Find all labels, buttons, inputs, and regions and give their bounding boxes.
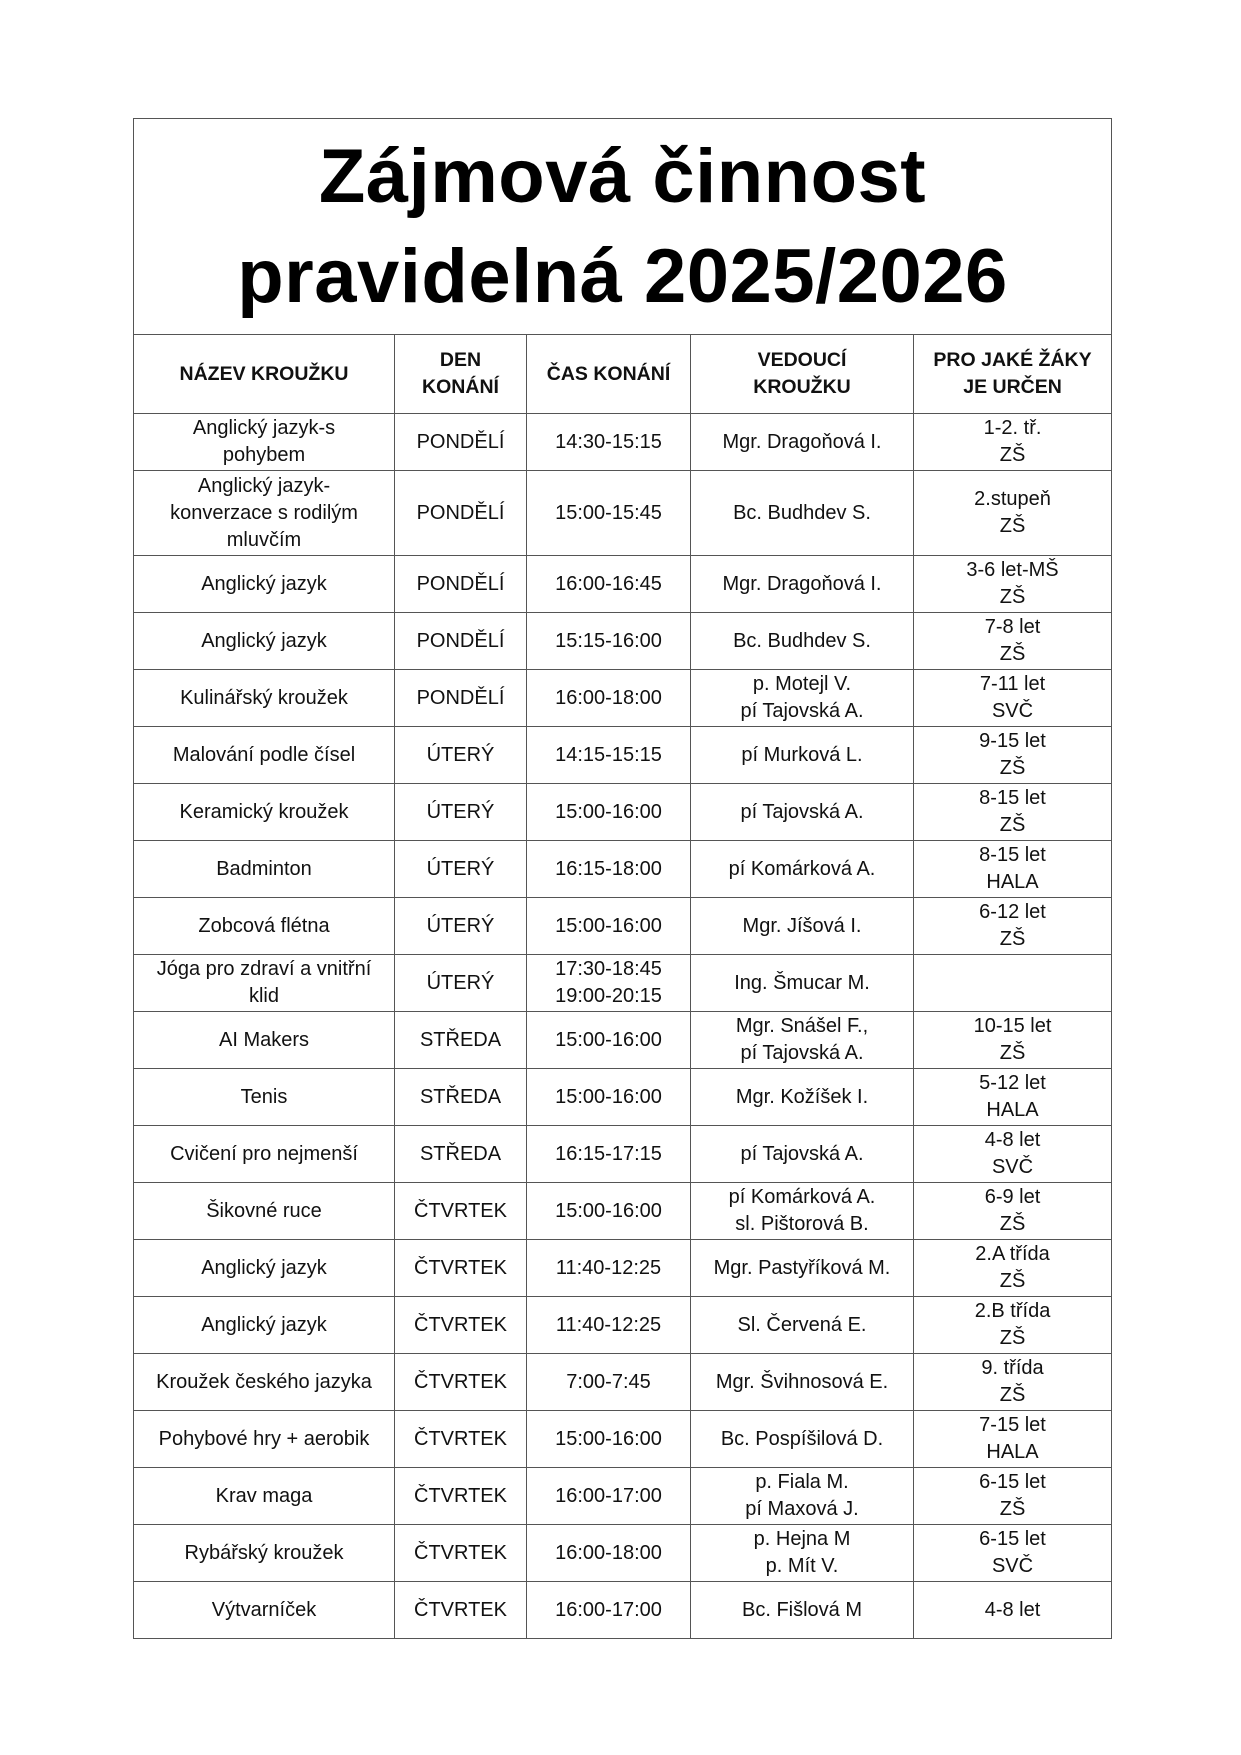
title-line-2: pravidelná 2025/2026	[237, 233, 1008, 319]
cell-target	[914, 1012, 1112, 1069]
cell-time-line: 17:30-18:45	[555, 958, 662, 980]
cell-day	[395, 1468, 527, 1525]
cell-target	[914, 1069, 1112, 1126]
cell-time	[527, 1525, 691, 1582]
cell-name	[134, 1297, 395, 1354]
cell-day-line: PONDĚLÍ	[416, 629, 505, 652]
cell-time	[527, 727, 691, 784]
cell-time	[527, 670, 691, 727]
cell-target-line: ZŠ	[999, 1042, 1026, 1064]
cell-target-line: 8-15 let	[979, 787, 1046, 809]
cell-time-line: 15:00-16:00	[555, 914, 662, 937]
cell-time	[527, 414, 691, 471]
cell-time-line: 15:00-16:00	[555, 1028, 662, 1051]
cell-leader	[691, 1411, 914, 1468]
cell-leader	[691, 1297, 914, 1354]
cell-target	[914, 471, 1112, 556]
cell-target-line: 9-15 let	[979, 730, 1046, 752]
cell-day-line: ČTVRTEK	[414, 1199, 507, 1222]
cell-day	[395, 841, 527, 898]
cell-name-line: AI Makers	[218, 1028, 310, 1051]
cell-leader	[691, 955, 914, 1012]
cell-time-line: 16:15-18:00	[555, 857, 662, 880]
column-header-row	[134, 335, 1112, 414]
cell-day-line: ČTVRTEK	[414, 1541, 507, 1564]
table-row	[134, 1411, 1112, 1468]
cell-leader-line: pí Murková L.	[741, 743, 863, 766]
cell-name	[134, 898, 395, 955]
cell-time-line: 7:00-7:45	[566, 1370, 651, 1393]
cell-day	[395, 471, 527, 556]
table-row	[134, 556, 1112, 613]
schedule-rows	[134, 414, 1112, 1639]
cell-day-line: PONDĚLÍ	[416, 501, 505, 524]
table-row	[134, 1069, 1112, 1126]
cell-target-line: 8-15 let	[979, 844, 1046, 866]
header-name	[134, 335, 395, 414]
cell-target	[914, 556, 1112, 613]
cell-time-line: 15:15-16:00	[555, 629, 662, 652]
cell-time-line: 15:00-15:45	[555, 501, 662, 524]
cell-name	[134, 1240, 395, 1297]
cell-name-line: mluvčím	[226, 528, 302, 551]
cell-day-line: ČTVRTEK	[414, 1484, 507, 1507]
cell-target-line: ZŠ	[999, 643, 1026, 665]
cell-name	[134, 1126, 395, 1183]
cell-leader	[691, 727, 914, 784]
cell-target-line: 4-8 let	[984, 1598, 1041, 1621]
cell-name-line: Jóga pro zdraví a vnitřní	[156, 958, 372, 980]
cell-day-line: PONDĚLÍ	[416, 572, 505, 595]
table-row	[134, 841, 1112, 898]
cell-time	[527, 841, 691, 898]
cell-leader-line: sl. Pištorová B.	[735, 1213, 869, 1235]
cell-target-line: 7-15 let	[979, 1414, 1046, 1436]
cell-target-line: ZŠ	[999, 1384, 1026, 1406]
cell-target-line: SVČ	[991, 1156, 1034, 1178]
cell-target-line: 7-8 let	[984, 616, 1041, 638]
cell-target-line: ZŠ	[999, 444, 1026, 466]
cell-target	[914, 1240, 1112, 1297]
cell-leader	[691, 1126, 914, 1183]
cell-day-line: ÚTERÝ	[426, 800, 495, 823]
cell-target	[914, 1468, 1112, 1525]
cell-name-line: klid	[248, 985, 279, 1007]
header-leader-line: KROUŽKU	[753, 376, 851, 398]
cell-name-line: Rybářský kroužek	[184, 1541, 344, 1564]
cell-name	[134, 1183, 395, 1240]
cell-leader	[691, 670, 914, 727]
cell-name	[134, 556, 395, 613]
cell-time	[527, 1183, 691, 1240]
cell-name-line: Krav maga	[215, 1484, 313, 1507]
cell-day	[395, 1126, 527, 1183]
header-name-line: NÁZEV KROUŽKU	[179, 362, 349, 385]
header-time-line: ČAS KONÁNÍ	[546, 362, 671, 385]
cell-time	[527, 898, 691, 955]
cell-target-line: ZŠ	[999, 757, 1026, 779]
cell-target-line: 3-6 let-MŠ	[966, 559, 1059, 581]
cell-leader-line: Mgr. Švihnosová E.	[715, 1370, 889, 1393]
header-target-line: JE URČEN	[963, 376, 1062, 398]
cell-name-line: Kulinářský kroužek	[180, 686, 348, 709]
cell-target	[914, 841, 1112, 898]
cell-name	[134, 670, 395, 727]
cell-time	[527, 784, 691, 841]
cell-leader-line: pí Tajovská A.	[740, 700, 864, 722]
title-row	[134, 119, 1112, 335]
cell-name-line: Anglický jazyk	[201, 572, 327, 595]
cell-leader	[691, 784, 914, 841]
header-day	[395, 335, 527, 414]
cell-name-line: Tenis	[240, 1085, 288, 1108]
cell-leader	[691, 1525, 914, 1582]
cell-time	[527, 1297, 691, 1354]
cell-leader-line: p. Mít V.	[765, 1555, 839, 1577]
cell-day	[395, 556, 527, 613]
header-day-line: KONÁNÍ	[422, 376, 499, 398]
cell-time-line: 11:40-12:25	[555, 1256, 662, 1279]
header-day-line: DEN	[439, 349, 482, 371]
cell-day	[395, 898, 527, 955]
cell-time	[527, 471, 691, 556]
cell-name-line: Anglický jazyk	[201, 1313, 327, 1336]
table-row	[134, 1297, 1112, 1354]
cell-target	[914, 1582, 1112, 1639]
cell-time-line: 16:15-17:15	[555, 1142, 662, 1165]
cell-time-line: 16:00-17:00	[555, 1598, 662, 1621]
cell-day	[395, 727, 527, 784]
cell-target-line: ZŠ	[999, 1327, 1026, 1349]
cell-target-line: 6-15 let	[979, 1528, 1046, 1550]
cell-leader-line: pí Tajovská A.	[740, 800, 864, 823]
cell-time	[527, 1012, 691, 1069]
cell-target-line: SVČ	[991, 700, 1034, 722]
cell-target-line: 7-11 let	[979, 673, 1046, 695]
cell-name-line: Šikovné ruce	[206, 1199, 322, 1222]
cell-day	[395, 784, 527, 841]
cell-name	[134, 955, 395, 1012]
cell-day-line: ÚTERÝ	[426, 743, 495, 766]
cell-time	[527, 1411, 691, 1468]
cell-target-line: SVČ	[991, 1555, 1034, 1577]
cell-day	[395, 1582, 527, 1639]
schedule-table	[133, 118, 1112, 1639]
cell-leader-line: Mgr. Dragoňová I.	[722, 430, 882, 453]
cell-name-line: konverzace s rodilým	[170, 501, 358, 524]
cell-day-line: STŘEDA	[419, 1085, 502, 1108]
cell-leader	[691, 1354, 914, 1411]
cell-name	[134, 1354, 395, 1411]
cell-leader	[691, 841, 914, 898]
cell-name-line: Anglický jazyk	[201, 1256, 327, 1279]
cell-target-line: 2.A třída	[975, 1243, 1050, 1265]
cell-leader	[691, 1012, 914, 1069]
cell-time-line: 16:00-16:45	[555, 572, 662, 595]
table-row	[134, 613, 1112, 670]
cell-name-line: Cvičení pro nejmenší	[170, 1142, 358, 1165]
cell-target-line: HALA	[986, 871, 1039, 893]
cell-time-line: 16:00-17:00	[555, 1484, 662, 1507]
cell-time	[527, 1240, 691, 1297]
cell-target-line: 10-15 let	[973, 1015, 1052, 1037]
cell-target-line: 4-8 let	[984, 1129, 1041, 1151]
cell-name-line: Anglický jazyk-	[197, 474, 331, 497]
cell-name-line: Keramický kroužek	[179, 800, 349, 823]
cell-name	[134, 1012, 395, 1069]
cell-day-line: PONDĚLÍ	[416, 430, 505, 453]
cell-day	[395, 1012, 527, 1069]
cell-leader-line: Mgr. Snášel F.,	[735, 1015, 869, 1037]
cell-leader-line: pí Maxová J.	[745, 1498, 859, 1520]
table-row	[134, 1240, 1112, 1297]
cell-day	[395, 1183, 527, 1240]
cell-target-line: HALA	[986, 1441, 1039, 1463]
cell-leader-line: pí Tajovská A.	[740, 1042, 864, 1064]
cell-day	[395, 955, 527, 1012]
table-row	[134, 1582, 1112, 1639]
cell-leader-line: p. Fiala M.	[755, 1471, 849, 1493]
cell-leader-line: Bc. Budhdev S.	[733, 629, 871, 652]
cell-leader	[691, 1240, 914, 1297]
cell-day-line: ČTVRTEK	[414, 1598, 507, 1621]
cell-day-line: ÚTERÝ	[426, 914, 495, 937]
cell-day	[395, 613, 527, 670]
cell-name-line: Anglický jazyk	[201, 629, 327, 652]
cell-target-line: ZŠ	[999, 1270, 1026, 1292]
cell-target-line: 6-15 let	[979, 1471, 1046, 1493]
cell-day-line: ÚTERÝ	[426, 857, 495, 880]
header-time	[527, 335, 691, 414]
cell-time	[527, 1069, 691, 1126]
cell-name-line: Pohybové hry + aerobik	[158, 1427, 370, 1450]
cell-day	[395, 1411, 527, 1468]
cell-name-line: Malování podle čísel	[172, 743, 356, 766]
cell-time	[527, 1354, 691, 1411]
cell-leader-line: Bc. Pospíšilová D.	[720, 1427, 884, 1450]
cell-day-line: ÚTERÝ	[426, 971, 495, 994]
cell-time	[527, 613, 691, 670]
table-row	[134, 1468, 1112, 1525]
table-row	[134, 727, 1112, 784]
cell-leader	[691, 471, 914, 556]
cell-target	[914, 1411, 1112, 1468]
cell-name-line: pohybem	[222, 444, 306, 466]
cell-time-line: 15:00-16:00	[555, 1427, 662, 1450]
cell-target-line: ZŠ	[999, 814, 1026, 836]
table-row	[134, 1012, 1112, 1069]
cell-time-line: 14:30-15:15	[555, 430, 662, 453]
cell-target-line: ZŠ	[999, 586, 1026, 608]
cell-leader	[691, 556, 914, 613]
cell-name	[134, 784, 395, 841]
cell-name	[134, 1468, 395, 1525]
header-target-line: PRO JAKÉ ŽÁKY	[933, 349, 1092, 371]
cell-leader-line: Bc. Budhdev S.	[733, 501, 871, 524]
cell-target-line: 2.B třída	[974, 1300, 1051, 1322]
cell-target	[914, 955, 1112, 1012]
cell-name	[134, 1411, 395, 1468]
cell-target	[914, 898, 1112, 955]
cell-name	[134, 613, 395, 670]
cell-time-line: 19:00-20:15	[555, 985, 662, 1007]
cell-day	[395, 1354, 527, 1411]
table-row	[134, 414, 1112, 471]
cell-name-line: Kroužek českého jazyka	[156, 1370, 372, 1393]
cell-target	[914, 613, 1112, 670]
cell-target-line: 2.stupeň	[974, 488, 1051, 510]
cell-day	[395, 1240, 527, 1297]
cell-target	[914, 1183, 1112, 1240]
cell-time-line: 15:00-16:00	[555, 1199, 662, 1222]
cell-name	[134, 727, 395, 784]
cell-name	[134, 841, 395, 898]
title-line-1: Zájmová činnost	[318, 133, 927, 219]
cell-day	[395, 414, 527, 471]
table-row	[134, 1354, 1112, 1411]
cell-leader	[691, 1582, 914, 1639]
page-title	[134, 119, 1112, 335]
cell-time	[527, 1126, 691, 1183]
cell-day-line: ČTVRTEK	[414, 1313, 507, 1336]
cell-day-line: ČTVRTEK	[414, 1256, 507, 1279]
cell-target-line: 5-12 let	[979, 1072, 1046, 1094]
cell-target-line: 9. třída	[981, 1357, 1044, 1379]
table-row	[134, 670, 1112, 727]
cell-day-line: STŘEDA	[419, 1028, 502, 1051]
cell-time-line: 14:15-15:15	[555, 743, 662, 766]
cell-leader-line: Mgr. Jíšová I.	[742, 914, 862, 937]
cell-day	[395, 1525, 527, 1582]
cell-leader-line: pí Tajovská A.	[740, 1142, 864, 1165]
cell-day-line: STŘEDA	[419, 1142, 502, 1165]
table-row	[134, 898, 1112, 955]
cell-target	[914, 670, 1112, 727]
cell-time	[527, 1582, 691, 1639]
schedule-document	[133, 118, 1111, 1639]
cell-leader-line: p. Motejl V.	[752, 673, 852, 695]
cell-target	[914, 727, 1112, 784]
cell-day	[395, 1069, 527, 1126]
cell-target	[914, 1126, 1112, 1183]
cell-target-line: 6-9 let	[984, 1186, 1041, 1208]
cell-target	[914, 1297, 1112, 1354]
table-row	[134, 955, 1112, 1012]
cell-leader-line: pí Komárková A.	[728, 857, 876, 880]
cell-target-line: 6-12 let	[979, 901, 1046, 923]
cell-day-line: PONDĚLÍ	[416, 686, 505, 709]
cell-leader	[691, 1183, 914, 1240]
cell-time-line: 15:00-16:00	[555, 800, 662, 823]
cell-leader	[691, 414, 914, 471]
cell-target-line: ZŠ	[999, 515, 1026, 537]
cell-name-line: Výtvarníček	[211, 1598, 317, 1621]
cell-name-line: Anglický jazyk-s	[192, 417, 336, 439]
cell-day	[395, 1297, 527, 1354]
cell-leader-line: Sl. Červená E.	[737, 1313, 867, 1336]
cell-target	[914, 414, 1112, 471]
cell-day-line: ČTVRTEK	[414, 1370, 507, 1393]
cell-time	[527, 1468, 691, 1525]
cell-day	[395, 670, 527, 727]
cell-leader-line: Mgr. Pastyříková M.	[713, 1256, 891, 1279]
table-row	[134, 1525, 1112, 1582]
cell-time-line: 16:00-18:00	[555, 686, 662, 709]
cell-time-line: 15:00-16:00	[555, 1085, 662, 1108]
header-leader	[691, 335, 914, 414]
cell-leader-line: pí Komárková A.	[728, 1186, 876, 1208]
cell-name-line: Badminton	[216, 857, 312, 880]
cell-name	[134, 1582, 395, 1639]
cell-time-line: 11:40-12:25	[555, 1313, 662, 1336]
cell-leader-line: Bc. Fišlová M	[741, 1598, 863, 1621]
cell-time	[527, 556, 691, 613]
cell-leader-line: Mgr. Dragoňová I.	[722, 572, 882, 595]
cell-target	[914, 1525, 1112, 1582]
cell-target	[914, 1354, 1112, 1411]
cell-leader	[691, 1069, 914, 1126]
header-target	[914, 335, 1112, 414]
cell-target-line: HALA	[986, 1099, 1039, 1121]
table-row	[134, 784, 1112, 841]
header-leader-line: VEDOUCÍ	[757, 349, 847, 371]
cell-target	[914, 784, 1112, 841]
cell-name-line: Zobcová flétna	[198, 914, 330, 937]
cell-name	[134, 1069, 395, 1126]
table-row	[134, 1183, 1112, 1240]
cell-leader-line: p. Hejna M	[753, 1528, 851, 1550]
cell-target-line: 1-2. tř.	[983, 417, 1042, 439]
table-row	[134, 1126, 1112, 1183]
cell-name	[134, 1525, 395, 1582]
cell-day-line: ČTVRTEK	[414, 1427, 507, 1450]
cell-target-line: ZŠ	[999, 1213, 1026, 1235]
table-row	[134, 471, 1112, 556]
cell-leader	[691, 613, 914, 670]
cell-time	[527, 955, 691, 1012]
cell-name	[134, 414, 395, 471]
cell-leader	[691, 1468, 914, 1525]
cell-time-line: 16:00-18:00	[555, 1541, 662, 1564]
cell-leader-line: Mgr. Kožíšek I.	[735, 1085, 869, 1108]
cell-target-line: ZŠ	[999, 928, 1026, 950]
cell-leader-line: Ing. Šmucar M.	[734, 971, 870, 994]
cell-leader	[691, 898, 914, 955]
cell-name	[134, 471, 395, 556]
cell-target-line: ZŠ	[999, 1498, 1026, 1520]
